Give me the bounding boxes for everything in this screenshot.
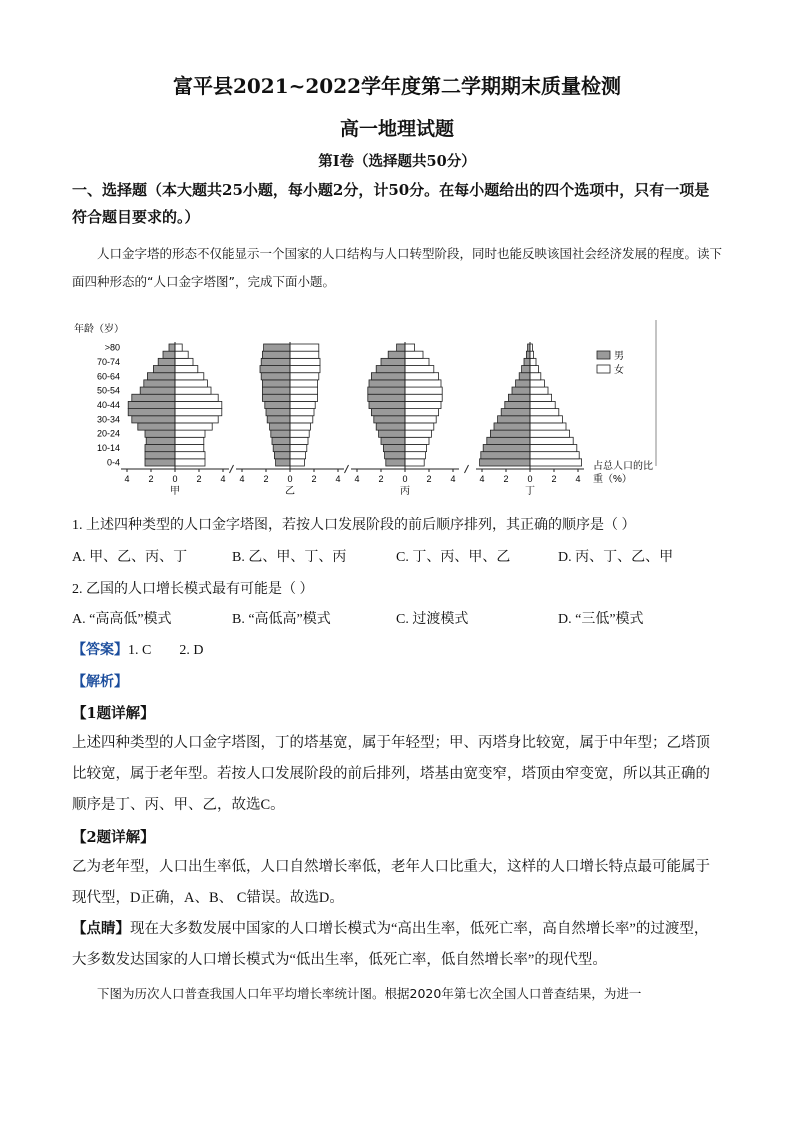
- axis-break: [465, 465, 469, 473]
- male-bar: [524, 358, 530, 365]
- x-tick-label: 4: [220, 474, 226, 484]
- female-bar: [405, 459, 424, 466]
- female-bar: [290, 358, 320, 365]
- female-bar: [405, 423, 434, 430]
- female-bar: [405, 394, 442, 401]
- female-bar: [290, 459, 304, 466]
- male-bar: [145, 444, 175, 451]
- male-bar: [481, 452, 530, 459]
- question-intro: 人口金字塔的形态不仅能显示一个国家的人口结构与人口转型阶段，同时也能反映该国社会经济发展的程度。读下面四种形态的“人口金字塔图”，完成下面小题。: [72, 246, 723, 289]
- age-tick-labels: [97, 343, 120, 468]
- x-tick-label: 0: [287, 474, 293, 484]
- female-bar: [530, 444, 577, 451]
- q2-option-c[interactable]: C. 过渡模式: [396, 612, 469, 627]
- female-bar: [530, 358, 536, 365]
- male-bar: [265, 401, 290, 408]
- female-bar: [405, 380, 441, 387]
- male-bar: [132, 416, 175, 423]
- male-bar: [145, 452, 175, 459]
- female-bar: [175, 444, 204, 451]
- volume-heading: 第Ⅰ卷（选择题共50分）: [318, 153, 476, 170]
- male-bar: [368, 387, 405, 394]
- male-bar: [516, 380, 530, 387]
- legend-female-label: 女: [614, 365, 624, 376]
- female-bar: [290, 444, 307, 451]
- answer-text: 1. C 2. D: [128, 643, 204, 658]
- male-bar: [262, 351, 290, 358]
- male-bar: [512, 387, 530, 394]
- female-bar: [290, 430, 309, 437]
- female-bar: [405, 387, 442, 394]
- female-bar: [175, 394, 218, 401]
- panel-name: 乙: [285, 486, 295, 497]
- x-tick-label: 2: [148, 474, 154, 484]
- pyramid-2: [351, 342, 469, 497]
- male-bar: [145, 459, 175, 466]
- female-bar: [290, 387, 318, 394]
- female-bar: [405, 373, 439, 380]
- legend-male-swatch: [597, 351, 610, 359]
- female-bar: [175, 358, 193, 365]
- male-bar: [519, 373, 530, 380]
- chart-legend: [597, 350, 624, 376]
- age-tick-label: 30-34: [96, 414, 120, 425]
- detail-2-text: 乙为老年型，人口出生率低，人口自然增长率低，老年人口比重大，这样的人口增长特点最可能属于现代型，D正确，A、B、 C错误。故选D。: [72, 859, 710, 906]
- age-tick-label: >80: [104, 342, 120, 353]
- x-tick-label: 0: [172, 474, 178, 484]
- female-bar: [405, 409, 439, 416]
- age-tick-label: 0-4: [106, 457, 120, 468]
- x-tick-label: 2: [426, 474, 432, 484]
- male-bar: [505, 401, 530, 408]
- legend-male-label: 男: [614, 351, 624, 362]
- question-2-stem: 2. 乙国的人口增长模式最有可能是（ ）: [72, 582, 314, 597]
- next-question-intro: 下图为历次人口普查我国人口年平均增长率统计图。根据2020年第七次全国人口普查结果，为进一: [97, 986, 642, 1001]
- population-pyramid-chart: [72, 316, 664, 502]
- answer-line: [72, 639, 203, 659]
- female-bar: [290, 409, 314, 416]
- female-bar: [405, 351, 423, 358]
- q2-option-d[interactable]: D. “三低”模式: [558, 612, 644, 627]
- male-bar: [388, 351, 405, 358]
- female-bar: [175, 387, 211, 394]
- male-bar: [369, 401, 405, 408]
- note-tag: 【点睛】: [72, 921, 130, 937]
- female-bar: [290, 394, 318, 401]
- analysis-tag: 【解析】: [72, 674, 128, 690]
- x-tick-label: 2: [311, 474, 317, 484]
- male-bar: [379, 430, 405, 437]
- x-tick-label: 4: [479, 474, 485, 484]
- female-bar: [530, 452, 579, 459]
- chart-y-label: 年龄（岁）: [74, 324, 124, 335]
- x-tick-label: 2: [551, 474, 557, 484]
- age-tick-label: 10-14: [96, 443, 120, 454]
- female-bar: [530, 401, 555, 408]
- female-bar: [530, 387, 548, 394]
- male-bar: [138, 423, 175, 430]
- female-bar: [405, 430, 431, 437]
- male-bar: [132, 394, 175, 401]
- age-tick-label: 50-54: [96, 385, 120, 396]
- male-bar: [385, 452, 405, 459]
- female-bar: [530, 394, 552, 401]
- x-tick-label: 4: [335, 474, 341, 484]
- male-bar: [272, 437, 290, 444]
- male-bar: [368, 394, 405, 401]
- male-bar: [480, 459, 530, 466]
- female-bar: [290, 380, 318, 387]
- x-tick-label: 4: [124, 474, 130, 484]
- panel-name: 甲: [170, 486, 180, 497]
- panel-name: 丁: [525, 486, 535, 497]
- pyramid-panels: [121, 342, 584, 497]
- female-bar: [175, 459, 205, 466]
- male-bar: [386, 459, 405, 466]
- male-bar: [508, 394, 530, 401]
- answer-tag: 【答案】: [72, 643, 128, 658]
- female-bar: [175, 437, 204, 444]
- male-bar: [376, 423, 405, 430]
- detail-2-tag: 【2题详解】: [72, 829, 155, 846]
- male-bar: [371, 373, 405, 380]
- axis-break: [345, 465, 349, 473]
- q2-option-b[interactable]: B. “高低高”模式: [232, 612, 331, 627]
- female-bar: [405, 344, 415, 351]
- female-bar: [405, 452, 425, 459]
- male-bar: [145, 430, 175, 437]
- male-bar: [144, 380, 175, 387]
- female-bar: [530, 351, 534, 358]
- male-bar: [271, 430, 290, 437]
- x-tick-label: 2: [503, 474, 509, 484]
- male-bar: [260, 366, 290, 373]
- x-tick-label: 4: [575, 474, 581, 484]
- x-tick-label: 4: [354, 474, 360, 484]
- female-bar: [290, 351, 319, 358]
- female-bar: [405, 416, 436, 423]
- x-tick-label: 2: [263, 474, 269, 484]
- note-text: 现在大多数发展中国家的人口增长模式为“高出生率，低死亡率，高自然增长率”的过渡型，大多数发达国家的人口增长模式为“低出生率，低死亡率，低自然增长率”的现代型。: [72, 921, 709, 968]
- female-bar: [530, 409, 559, 416]
- pyramid-0: [121, 342, 234, 497]
- female-bar: [290, 452, 306, 459]
- male-bar: [383, 444, 405, 451]
- x-tick-label: 2: [196, 474, 202, 484]
- female-bar: [290, 344, 319, 351]
- male-bar: [526, 351, 530, 358]
- male-bar: [264, 344, 290, 351]
- male-bar: [266, 409, 290, 416]
- female-bar: [175, 430, 205, 437]
- age-tick-label: 70-74: [96, 356, 120, 367]
- female-bar: [175, 380, 207, 387]
- q1-option-b[interactable]: B. 乙、甲、丁、丙: [232, 550, 347, 565]
- female-bar: [175, 452, 205, 459]
- female-bar: [530, 416, 562, 423]
- female-bar: [290, 423, 310, 430]
- female-bar: [290, 401, 315, 408]
- exam-title: 富平县2021~2022学年度第二学期期末质量检测: [172, 74, 622, 98]
- male-bar: [369, 380, 405, 387]
- age-tick-label: 40-44: [96, 400, 120, 410]
- female-bar: [530, 423, 566, 430]
- female-bar: [405, 444, 427, 451]
- q2-option-a[interactable]: A. “高高低”模式: [72, 612, 172, 627]
- male-bar: [487, 437, 530, 444]
- female-bar: [530, 459, 582, 466]
- male-bar: [381, 358, 405, 365]
- male-bar: [261, 373, 290, 380]
- female-bar: [530, 373, 541, 380]
- male-bar: [163, 351, 175, 358]
- female-bar: [175, 373, 204, 380]
- female-bar: [290, 416, 313, 423]
- pyramid-1: [236, 342, 349, 497]
- female-bar: [405, 437, 429, 444]
- female-bar: [405, 366, 434, 373]
- age-tick-label: 20-24: [96, 428, 120, 439]
- male-bar: [267, 416, 290, 423]
- q1-option-a[interactable]: A. 甲、乙、丙、丁: [72, 550, 188, 565]
- male-bar: [273, 444, 290, 451]
- axis-break: [230, 465, 234, 473]
- male-bar: [498, 416, 530, 423]
- male-bar: [483, 444, 530, 451]
- panel-name: 丙: [400, 486, 410, 497]
- x-tick-label: 4: [239, 474, 245, 484]
- x-tick-label: 0: [402, 474, 408, 484]
- female-bar: [530, 437, 573, 444]
- male-bar: [522, 366, 530, 373]
- x-tick-label: 4: [450, 474, 456, 484]
- male-bar: [376, 366, 405, 373]
- detail-1-tag: 【1题详解】: [72, 705, 155, 722]
- male-bar: [146, 437, 175, 444]
- male-bar: [490, 430, 530, 437]
- male-bar: [169, 344, 175, 351]
- male-bar: [128, 409, 175, 416]
- female-bar: [175, 423, 212, 430]
- x-tick-label: 0: [527, 474, 533, 484]
- female-bar: [290, 437, 308, 444]
- male-bar: [153, 366, 175, 373]
- male-bar: [371, 409, 405, 416]
- male-bar: [501, 409, 530, 416]
- female-bar: [175, 344, 182, 351]
- male-bar: [262, 394, 290, 401]
- male-bar: [276, 459, 290, 466]
- female-bar: [175, 366, 198, 373]
- male-bar: [494, 423, 530, 430]
- male-bar: [262, 387, 290, 394]
- pyramid-3: [476, 342, 584, 497]
- female-bar: [175, 416, 218, 423]
- female-bar: [175, 401, 222, 408]
- male-bar: [262, 380, 290, 387]
- q1-option-c[interactable]: C. 丁、丙、甲、乙: [396, 550, 511, 565]
- male-bar: [270, 423, 290, 430]
- x-tick-label: 2: [378, 474, 384, 484]
- female-bar: [405, 401, 441, 408]
- male-bar: [261, 358, 290, 365]
- male-bar: [374, 416, 405, 423]
- question-1-stem: 1. 上述四种类型的人口金字塔图，若按人口发展阶段的前后顺序排列，其正确的顺序是（ ）: [72, 518, 636, 533]
- male-bar: [274, 452, 290, 459]
- male-bar: [397, 344, 405, 351]
- female-bar: [530, 380, 544, 387]
- female-bar: [530, 430, 570, 437]
- male-bar: [128, 401, 175, 408]
- section-heading: 一、选择题（本大题共25小题，每小题2分，计50分。在每小题给出的四个选项中，只有一项是符合题目要求的。）: [72, 181, 710, 226]
- female-bar: [175, 351, 188, 358]
- male-bar: [147, 373, 175, 380]
- male-bar: [381, 437, 405, 444]
- male-bar: [140, 387, 175, 394]
- legend-female-swatch: [597, 365, 610, 373]
- note-paragraph: [72, 914, 722, 976]
- female-bar: [290, 373, 319, 380]
- detail-1-text: 上述四种类型的人口金字塔图，丁的塔基宽，属于年轻型；甲、丙塔身比较宽，属于中年型；乙塔顶比较宽，属于老年型。若按人口发展阶段的前后排列，塔基由宽变窄，塔顶由窄变宽，所以其正确的顺序是丁、丙、甲、乙，故选C。: [72, 735, 710, 813]
- female-bar: [290, 366, 320, 373]
- age-tick-label: 60-64: [96, 371, 120, 382]
- exam-subtitle: 高一地理试题: [339, 118, 454, 140]
- male-bar: [158, 358, 175, 365]
- female-bar: [175, 409, 222, 416]
- chart-x-label: 占总人口的比 重（%）: [593, 461, 653, 485]
- female-bar: [530, 366, 538, 373]
- female-bar: [405, 358, 429, 365]
- q1-option-d[interactable]: D. 丙、丁、乙、甲: [558, 550, 674, 565]
